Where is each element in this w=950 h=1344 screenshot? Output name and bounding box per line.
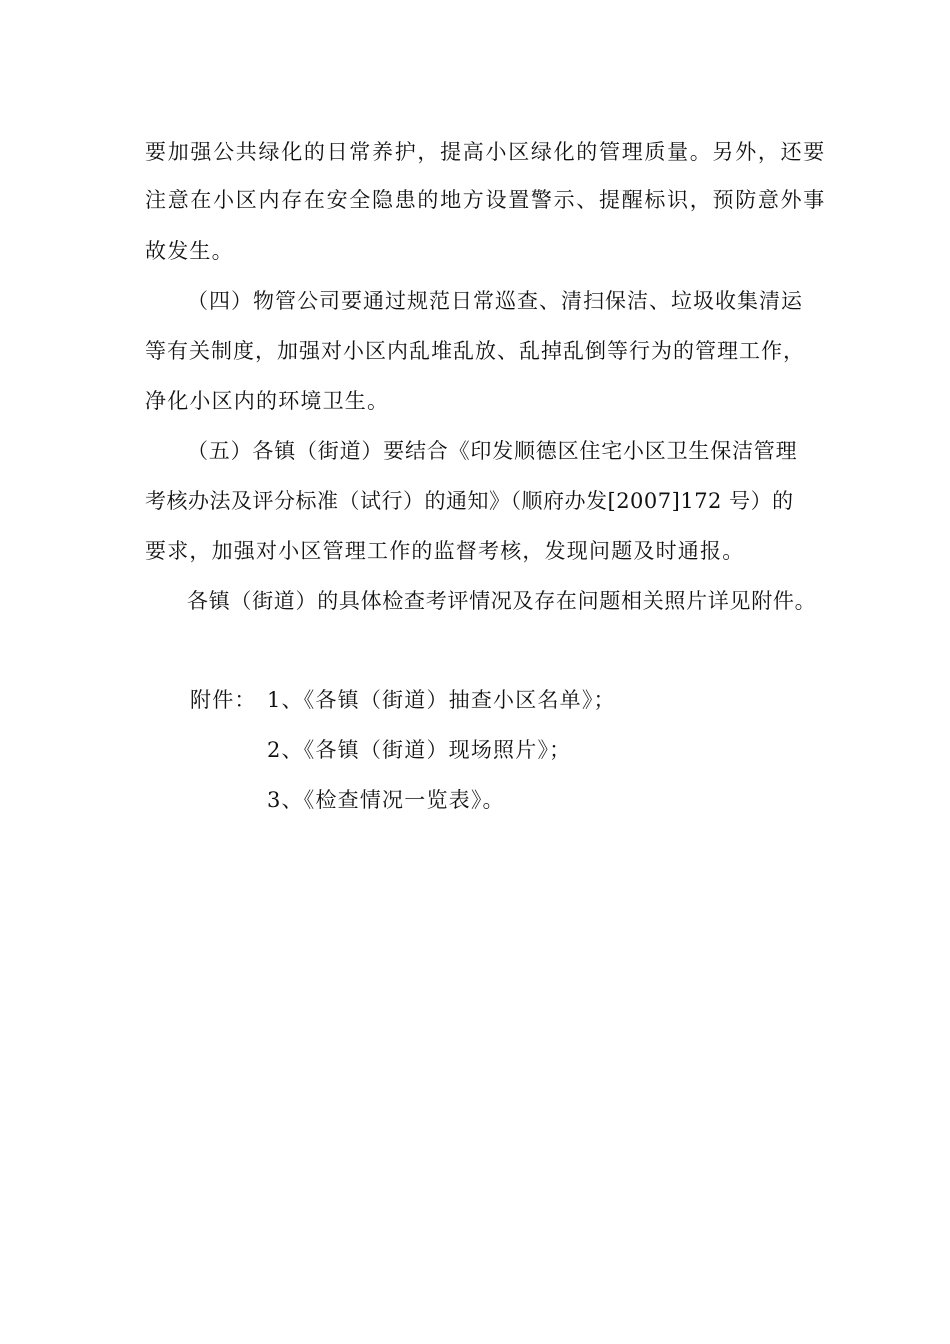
attachment-item: 1、《各镇（街道）抽查小区名单》；	[267, 688, 616, 712]
paragraph-line: 净化小区内的环境卫生。	[145, 389, 390, 413]
paragraph-line: （五）各镇（街道）要结合《印发顺德区住宅小区卫生保洁管理	[187, 439, 798, 463]
paragraph-line: （四）物管公司要通过规范日常巡查、清扫保洁、垃圾收集清运	[187, 289, 803, 313]
paragraph-line: 考核办法及评分标准（试行）的通知》（顺府办发[2007]172 号）的	[145, 489, 794, 513]
paragraph-line: 注意在小区内存在安全隐患的地方设置警示、提醒标识，预防意外事	[145, 188, 826, 212]
paragraph-line: 各镇（街道）的具体检查考评情况及存在问题相关照片详见附件。	[187, 589, 817, 613]
paragraph-line: 要加强公共绿化的日常养护，提高小区绿化的管理质量。另外，还要	[145, 140, 826, 164]
attachment-item: 2、《各镇（街道）现场照片》；	[267, 738, 572, 762]
paragraph-line: 等有关制度，加强对小区内乱堆乱放、乱掉乱倒等行为的管理工作，	[145, 339, 805, 363]
attachment-item: 3、《检查情况一览表》。	[267, 788, 505, 812]
paragraph-line: 要求，加强对小区管理工作的监督考核，发现问题及时通报。	[145, 539, 745, 563]
attachments-label: 附件：	[190, 688, 257, 712]
paragraph-line: 故发生。	[145, 239, 234, 263]
